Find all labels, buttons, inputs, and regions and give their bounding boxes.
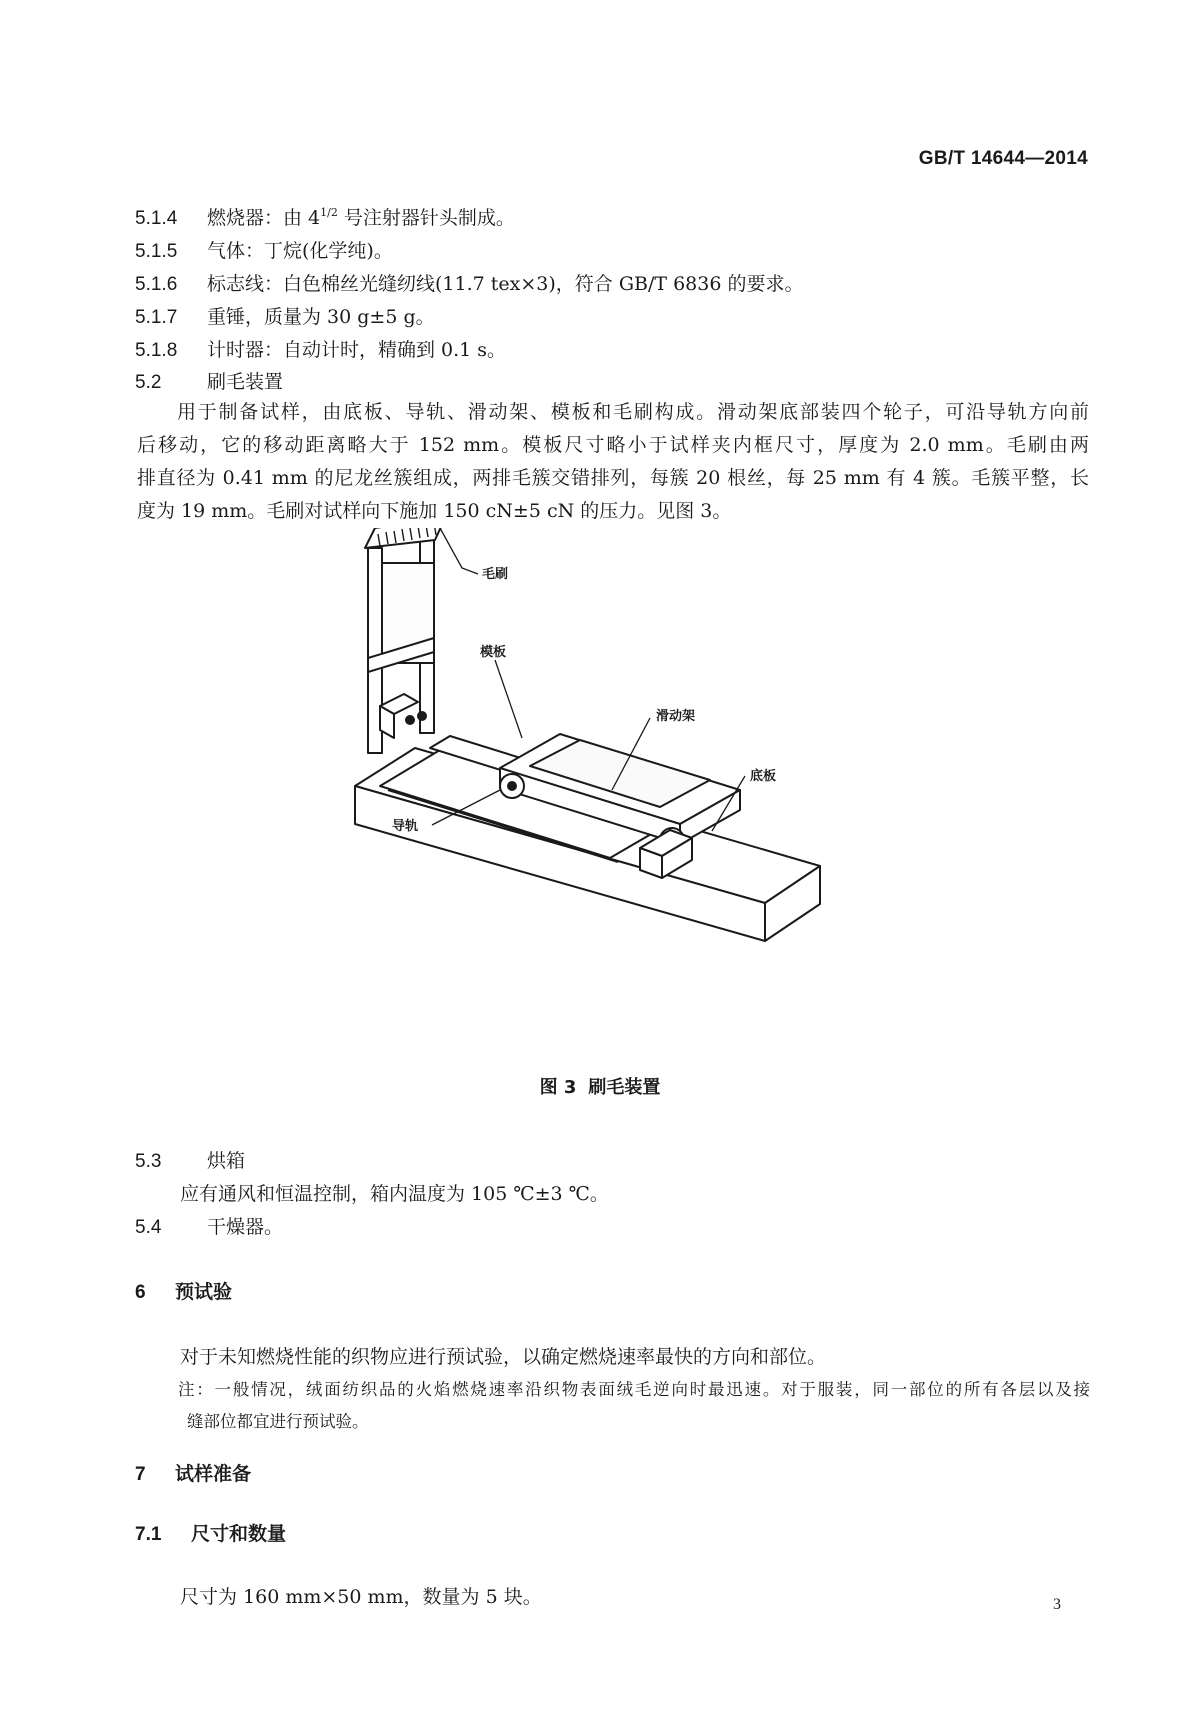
section-6-heading	[135, 1280, 232, 1305]
section-7-1-heading	[135, 1522, 286, 1547]
item-number: 5.1.6	[135, 274, 178, 295]
section-5-4-heading	[135, 1215, 283, 1240]
item-text-post: 号注射器针头制成。	[337, 207, 515, 229]
section-number: 5.4	[135, 1217, 162, 1238]
label-rail: 导轨	[392, 819, 419, 834]
section-number: 7.1	[135, 1524, 162, 1545]
paragraph-line: 用于制备试样，由底板、导轨、滑动架、模板和毛刷构成。滑动架底部装四个轮子，可沿导轨方向前	[177, 401, 1089, 423]
paragraph-line: 度为 19 mm。毛刷对试样向下施加 150 cN±5 cN 的压力。见图 3。	[137, 500, 732, 522]
section-title: 干燥器。	[207, 1216, 284, 1238]
item-text-sup: 1/2	[320, 206, 338, 219]
template-leader	[495, 660, 522, 738]
section-6-text: 对于未知燃烧性能的织物应进行预试验，以确定燃烧速率最快的方向和部位。	[180, 1346, 827, 1368]
label-base: 底板	[750, 769, 777, 784]
section-5-3-heading	[135, 1149, 245, 1174]
section-7-heading	[135, 1462, 251, 1487]
figure-caption	[0, 1073, 1200, 1099]
item-number: 5.1.5	[135, 241, 178, 262]
section-5-2-heading	[135, 370, 283, 395]
item-5-1-5	[135, 239, 393, 264]
section-5-2-paragraph	[137, 396, 1089, 528]
item-5-1-6	[135, 272, 803, 297]
standard-code: GB/T 14644—2014	[918, 148, 1088, 169]
section-number: 5.3	[135, 1151, 162, 1172]
figure-title: 刷毛装置	[588, 1077, 661, 1098]
page-number: 3	[1053, 1596, 1061, 1613]
section-number: 5.2	[135, 372, 162, 393]
section-title: 预试验	[175, 1281, 233, 1303]
brush-leader	[440, 528, 478, 574]
item-text: 重锤，质量为 30 g±5 g。	[207, 306, 435, 328]
item-5-1-7	[135, 305, 435, 330]
paragraph-line: 后移动，它的移动距离略大于 152 mm。模板尺寸略小于试样夹内框尺寸，厚度为 2.0 mm。毛刷由两	[137, 434, 1089, 456]
label-slider: 滑动架	[656, 709, 696, 724]
section-number: 6	[135, 1282, 146, 1303]
section-title: 试样准备	[175, 1463, 252, 1485]
item-5-1-8	[135, 338, 506, 363]
figure-number: 图 3	[539, 1077, 577, 1098]
section-title: 刷毛装置	[207, 371, 284, 393]
section-title: 烘箱	[207, 1150, 246, 1172]
section-6-note	[178, 1374, 1090, 1438]
item-number: 5.1.8	[135, 340, 178, 361]
item-5-1-4	[135, 206, 515, 231]
label-template: 模板	[480, 645, 507, 660]
item-number: 5.1.7	[135, 307, 178, 328]
paragraph-line: 排直径为 0.41 mm 的尼龙丝簇组成，两排毛簇交错排列，每簇 20 根丝，每 25 mm 有 4 簇。毛簇平整，长	[137, 467, 1089, 489]
section-5-3-text: 应有通风和恒温控制，箱内温度为 105 ℃±3 ℃。	[180, 1183, 609, 1205]
item-text-pre: 燃烧器：由 4	[207, 207, 321, 229]
section-number: 7	[135, 1464, 146, 1485]
item-text: 气体：丁烷(化学纯)。	[207, 240, 393, 262]
brush-device-figure	[340, 528, 860, 1048]
section-title: 尺寸和数量	[191, 1523, 287, 1545]
label-brush: 毛刷	[482, 567, 509, 582]
note-line: 注：一般情况，绒面纺织品的火焰燃烧速率沿织物表面绒毛逆向时最迅速。对于服装，同一部位的所有各层以及接	[178, 1380, 1090, 1399]
item-number: 5.1.4	[135, 208, 178, 229]
section-7-1-text: 尺寸为 160 mm×50 mm，数量为 5 块。	[180, 1586, 542, 1608]
item-text: 计时器：自动计时，精确到 0.1 s。	[207, 339, 507, 361]
note-line: 缝部位都宜进行预试验。	[187, 1412, 369, 1431]
item-text: 标志线：白色棉丝光缝纫线(11.7 tex×3)，符合 GB/T 6836 的要求。	[207, 273, 804, 295]
